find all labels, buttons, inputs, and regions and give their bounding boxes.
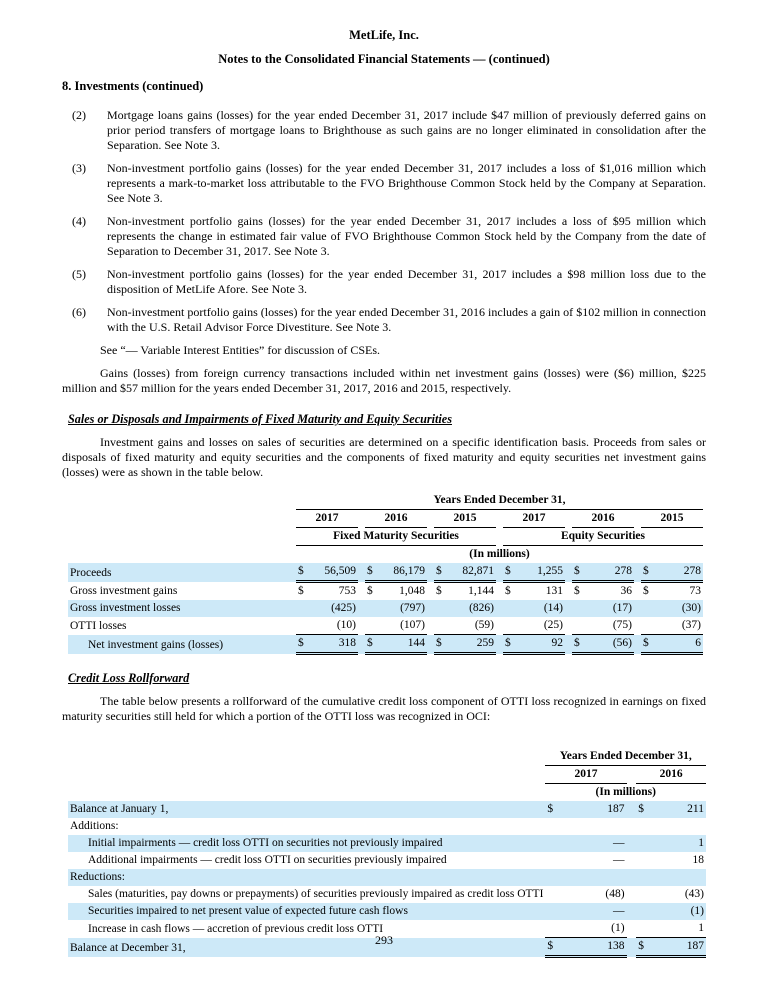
row-label: Net investment gains (losses)	[68, 635, 296, 654]
row-label: Additions:	[70, 820, 119, 832]
cell-value: 82,871	[448, 563, 496, 582]
year-header: 2016	[636, 766, 706, 784]
dollar-sign: $	[643, 585, 649, 597]
cell-value: —	[561, 903, 626, 920]
table-row	[68, 801, 706, 818]
footnote-text: Mortgage loans gains (losses) for the year ended December 31, 2017 include $47 million of previously deferred gains on prior period transfers of mortgage loans to Brighthouse as such gains are no longer eliminated in consolidation after the Separation. See Note 3.	[107, 108, 706, 152]
document-title: Notes to the Consolidated Financial Statements — (continued)	[218, 52, 550, 66]
cell-value: (25)	[517, 617, 565, 635]
table-row	[68, 635, 703, 654]
dollar-sign	[434, 600, 448, 617]
footnote-number: (6)	[72, 305, 86, 319]
credit-section-intro: The table below presents a rollforward of the cumulative credit loss component of OTTI loss recognized in earnings on fixed maturity securities still held for which a portion of the OTTI loss was recognized in OCI:	[62, 694, 706, 723]
dollar-sign: $	[641, 635, 655, 654]
cell-value: (56)	[586, 635, 634, 654]
cell-value	[561, 869, 626, 886]
dollar-sign	[365, 617, 379, 635]
cell-value: 144	[379, 635, 427, 654]
dollar-sign: $	[434, 635, 448, 654]
footnote-number: (5)	[72, 267, 86, 281]
dollar-sign	[434, 617, 448, 635]
dollar-sign	[641, 617, 655, 635]
dollar-sign	[503, 617, 517, 635]
caption-spacer	[68, 784, 545, 802]
dollar-sign: $	[545, 938, 561, 957]
cell-value: 1,255	[517, 563, 565, 582]
col-spacer	[358, 600, 365, 617]
dollar-sign	[641, 600, 655, 617]
col-spacer	[634, 600, 641, 617]
dollar-sign	[636, 886, 652, 903]
cell-value: 753	[338, 585, 356, 597]
table-caption-row	[68, 748, 706, 766]
securities-gains-table	[68, 492, 706, 655]
table-caption: Years Ended December 31,	[296, 492, 703, 510]
credit-loss-table	[68, 748, 706, 958]
row-label: Balance at December 31,	[68, 938, 545, 957]
footnote-text: Non-investment portfolio gains (losses) for the year ended December 31, 2017 includes a loss of $95 million which represents the change in estimated fair value of FVO Brighthouse Common Stock held by the Company from the date of Separation to December 31, 2017. See Note 3.	[107, 214, 706, 258]
table-row	[68, 835, 706, 852]
dollar-sign	[572, 617, 586, 635]
footnote-text: Non-investment portfolio gains (losses) for the year ended December 31, 2016 includes a gain of $102 million in connection with the U.S. Retail Advisor Force Divestiture. See Note 3.	[107, 305, 706, 334]
dollar-sign	[572, 600, 586, 617]
footnote-item	[62, 161, 706, 206]
sales-section-intro: Investment gains and losses on sales of securities are determined on a specific identification basis. Proceeds from sales or disposals of fixed maturity and equity securities and the components of fixed maturity and equity securities net investment gains (losses) were as shown in the table below.	[62, 435, 706, 479]
group-header-row	[68, 528, 703, 546]
credit-section-heading: Credit Loss Rollforward	[68, 671, 190, 685]
footnote-list	[62, 108, 706, 335]
dollar-sign: $	[545, 801, 561, 818]
cell-value: 86,179	[379, 563, 427, 582]
cell-value: 1	[652, 920, 706, 938]
row-label: Increase in cash flows — accretion of previous credit loss OTTI	[88, 922, 384, 935]
cell-value: 18	[692, 854, 704, 866]
footnote-item	[62, 108, 706, 153]
col-spacer	[565, 600, 572, 617]
cell-value: (30)	[655, 600, 703, 617]
footnote-number: (4)	[72, 214, 86, 228]
col-spacer	[627, 886, 637, 903]
table-row	[68, 818, 706, 835]
col-spacer	[358, 563, 365, 582]
credit-loss-table-grid	[68, 748, 706, 958]
col-spacer	[627, 852, 637, 869]
cell-value: (826)	[448, 600, 496, 617]
col-spacer	[627, 801, 637, 818]
dollar-sign: $	[367, 585, 373, 597]
units-label: (In millions)	[469, 548, 530, 560]
col-spacer	[627, 766, 637, 784]
row-label: Reductions:	[68, 869, 545, 886]
table-row	[68, 852, 706, 869]
col-spacer	[358, 510, 365, 528]
col-spacer	[496, 617, 503, 635]
caption-spacer	[68, 492, 296, 510]
dollar-sign	[545, 869, 561, 886]
footnote-text: Non-investment portfolio gains (losses) for the year ended December 31, 2017 includes a $98 million loss due to the disposition of MetLife Afore. See Note 3.	[107, 267, 706, 296]
cell-value: —	[613, 854, 625, 866]
cell-value: 1	[652, 835, 706, 852]
dollar-sign: $	[503, 635, 517, 654]
dollar-sign: $	[365, 563, 379, 582]
cell-value: 92	[517, 635, 565, 654]
col-spacer	[358, 617, 365, 635]
cell-value: 187	[652, 938, 706, 957]
dollar-sign: $	[436, 585, 442, 597]
dollar-sign: $	[434, 563, 448, 582]
row-label: Gross investment losses	[68, 600, 296, 617]
cell-value: (43)	[684, 888, 704, 900]
year-header: 2017	[503, 510, 565, 528]
dollar-sign: $	[296, 563, 310, 582]
col-spacer	[427, 510, 434, 528]
dollar-sign	[545, 886, 561, 903]
caption-spacer	[68, 546, 296, 564]
table-row	[68, 600, 703, 617]
dollar-sign: $	[641, 563, 655, 582]
cell-value: (59)	[448, 617, 496, 635]
cell-value: (425)	[310, 600, 358, 617]
col-spacer	[634, 617, 641, 635]
cell-value: 6	[655, 635, 703, 654]
year-header-row	[68, 766, 706, 784]
securities-gains-table-grid	[68, 492, 703, 655]
table-row	[68, 617, 703, 635]
year-header: 2016	[572, 510, 634, 528]
cell-value: 36	[620, 585, 632, 597]
cell-value: (1)	[561, 920, 626, 938]
dollar-sign	[636, 852, 652, 869]
year-header-row	[68, 510, 703, 528]
row-label: Balance at January 1,	[68, 801, 545, 818]
dollar-sign: $	[296, 635, 310, 654]
dollar-sign	[636, 818, 652, 835]
dollar-sign: $	[572, 563, 586, 582]
caption-spacer	[68, 748, 545, 766]
dollar-sign	[503, 600, 517, 617]
cell-value: (48)	[605, 888, 625, 900]
cell-value: (107)	[379, 617, 427, 635]
col-spacer	[627, 869, 637, 886]
col-spacer	[627, 818, 637, 835]
paragraph-foreign-currency: Gains (losses) from foreign currency transactions included within net investment gains (losses) were ($6) million, $225 million and $57 million for the years ended December 31, 2017, 2016 and 2015, respectively.	[62, 366, 706, 395]
col-spacer	[427, 600, 434, 617]
dollar-sign	[365, 600, 379, 617]
col-spacer	[627, 903, 637, 920]
col-spacer	[565, 582, 572, 601]
col-spacer	[496, 528, 503, 546]
dollar-sign	[636, 869, 652, 886]
dollar-sign	[545, 903, 561, 920]
year-header: 2015	[641, 510, 703, 528]
cell-value	[561, 818, 626, 835]
footnote-item	[62, 305, 706, 335]
dollar-sign: $	[298, 585, 304, 597]
dollar-sign	[296, 617, 310, 635]
dollar-sign: $	[636, 938, 652, 957]
footnote-number: (3)	[72, 161, 86, 175]
cell-value: 1,144	[468, 585, 494, 597]
footnote-item	[62, 214, 706, 259]
cell-value: 187	[561, 801, 626, 818]
group-header: Fixed Maturity Securities	[296, 528, 496, 546]
cell-value: (797)	[379, 600, 427, 617]
col-spacer	[634, 510, 641, 528]
table-row	[68, 886, 706, 903]
col-spacer	[496, 635, 503, 654]
footnote-number: (2)	[72, 108, 86, 122]
cell-value: (37)	[655, 617, 703, 635]
units-label: (In millions)	[595, 786, 656, 798]
cell-value: 278	[655, 563, 703, 582]
section-heading: 8. Investments (continued)	[62, 79, 204, 93]
dollar-sign	[545, 835, 561, 852]
cell-value: (75)	[586, 617, 634, 635]
caption-spacer	[68, 766, 545, 784]
cell-value: 278	[586, 563, 634, 582]
col-spacer	[427, 617, 434, 635]
table-row	[68, 903, 706, 920]
dollar-sign: $	[505, 585, 511, 597]
col-spacer	[565, 510, 572, 528]
col-spacer	[358, 582, 365, 601]
cell-value: 131	[545, 585, 563, 597]
col-spacer	[634, 582, 641, 601]
cell-value: 318	[310, 635, 358, 654]
caption-spacer	[68, 510, 296, 528]
col-spacer	[634, 635, 641, 654]
cell-value: 1,048	[399, 585, 425, 597]
footnote-item	[62, 267, 706, 297]
cell-value: 73	[689, 585, 701, 597]
cell-value: (10)	[310, 617, 358, 635]
year-header: 2016	[365, 510, 427, 528]
caption-spacer	[68, 528, 296, 546]
dollar-sign	[545, 818, 561, 835]
row-label: Proceeds	[68, 563, 296, 582]
row-label: Sales (maturities, pay downs or prepayments) of securities previously impaired as credit loss OTTI	[88, 888, 544, 900]
table-caption: Years Ended December 31,	[545, 748, 706, 766]
dollar-sign: $	[503, 563, 517, 582]
col-spacer	[427, 582, 434, 601]
cell-value: (1)	[652, 903, 706, 920]
cell-value	[652, 869, 706, 886]
footnote-text: Non-investment portfolio gains (losses) for the year ended December 31, 2017 includes a loss of $1,016 million which represents a mark-to-market loss attributable to the FVO Brighthouse Common Stock held by the Company at Separation. See Note 3.	[107, 161, 706, 205]
cell-value: (14)	[517, 600, 565, 617]
col-spacer	[427, 563, 434, 582]
col-spacer	[427, 635, 434, 654]
col-spacer	[496, 563, 503, 582]
col-spacer	[565, 635, 572, 654]
col-spacer	[496, 510, 503, 528]
year-header: 2017	[296, 510, 358, 528]
cell-value: 56,509	[310, 563, 358, 582]
cell-value	[652, 818, 706, 835]
table-row	[68, 563, 703, 582]
cell-value: 138	[561, 938, 626, 957]
dollar-sign	[296, 600, 310, 617]
page-number: 293	[375, 933, 393, 947]
sales-section-heading: Sales or Disposals and Impairments of Fixed Maturity and Equity Securities	[68, 412, 452, 426]
cell-value: (17)	[586, 600, 634, 617]
dollar-sign: $	[574, 585, 580, 597]
units-row	[68, 546, 703, 564]
dollar-sign	[636, 903, 652, 920]
group-header: Equity Securities	[503, 528, 703, 546]
col-spacer	[627, 835, 637, 852]
col-spacer	[565, 617, 572, 635]
row-label: Securities impaired to net present value of expected future cash flows	[68, 903, 545, 920]
paragraph-variable-interest: See “— Variable Interest Entities” for discussion of CSEs.	[100, 343, 381, 357]
cell-value: 259	[448, 635, 496, 654]
table-row	[68, 582, 703, 601]
row-label: Initial impairments — credit loss OTTI on securities not previously impaired	[68, 835, 545, 852]
col-spacer	[565, 563, 572, 582]
dollar-sign: $	[572, 635, 586, 654]
company-name: MetLife, Inc.	[349, 28, 419, 42]
cell-value: 211	[652, 801, 706, 818]
dollar-sign: $	[365, 635, 379, 654]
col-spacer	[496, 582, 503, 601]
dollar-sign: $	[636, 801, 652, 818]
year-header: 2017	[545, 766, 626, 784]
table-caption-row	[68, 492, 703, 510]
row-label: Gross investment gains	[70, 585, 178, 597]
col-spacer	[496, 600, 503, 617]
col-spacer	[358, 635, 365, 654]
cell-value: —	[561, 835, 626, 852]
dollar-sign	[545, 852, 561, 869]
units-row	[68, 784, 706, 802]
year-header: 2015	[434, 510, 496, 528]
dollar-sign	[636, 835, 652, 852]
row-label: Additional impairments — credit loss OTTI on securities previously impaired	[88, 854, 447, 866]
col-spacer	[634, 563, 641, 582]
table-row	[68, 869, 706, 886]
row-label: OTTI losses	[70, 619, 127, 632]
